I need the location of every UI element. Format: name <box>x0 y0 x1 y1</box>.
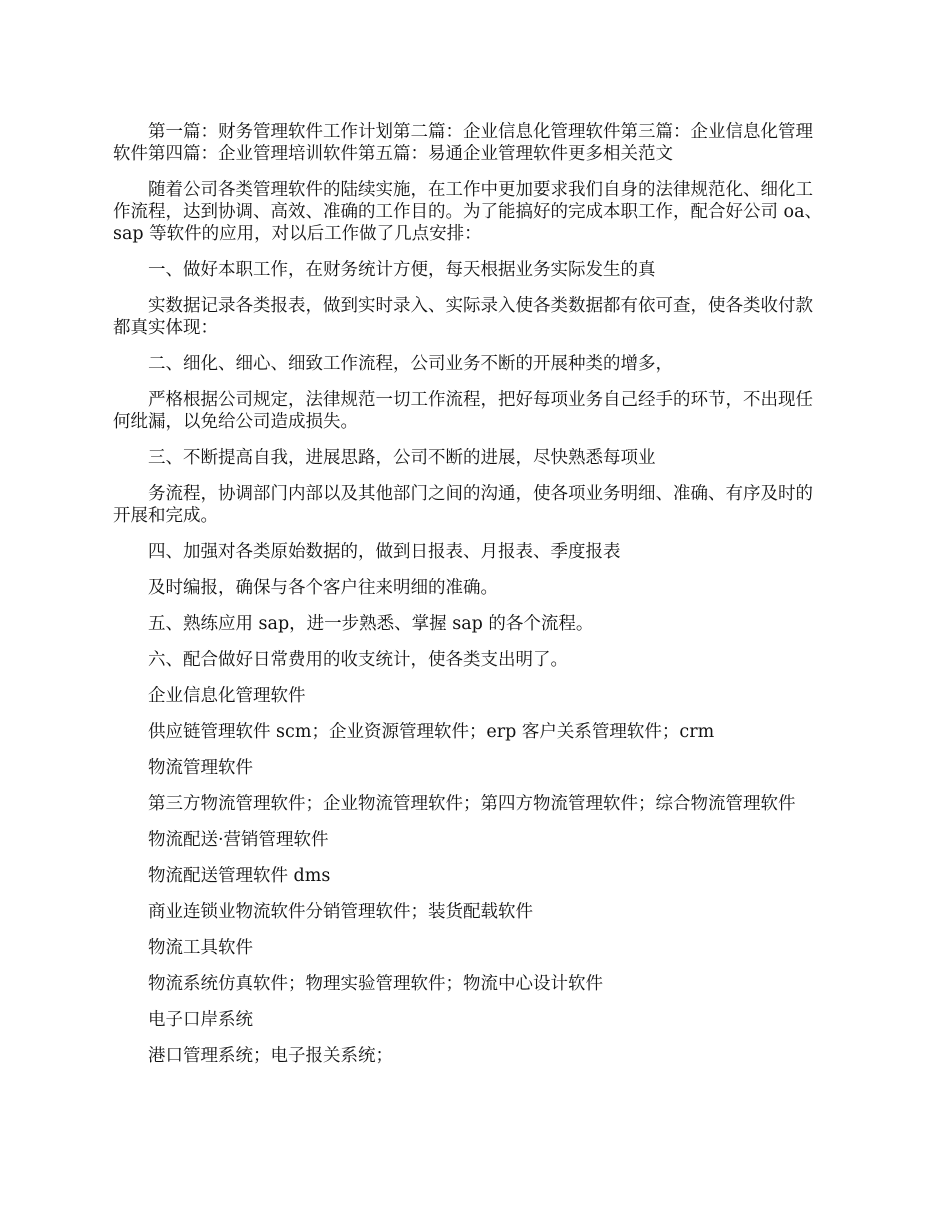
paragraph-item-1: 一、做好本职工作，在财务统计方便，每天根据业务实际发生的真 <box>148 260 656 280</box>
document-body <box>113 121 827 1081</box>
paragraph-item-1-cont: 实数据记录各类报表，做到实时录入、实际录入使各类数据都有依可查，使各类收付款都真实体现： <box>113 296 813 338</box>
paragraph-item-4: 四、加强对各类原始数据的，做到日报表、月报表、季度报表 <box>148 542 621 562</box>
paragraph-logistics-software: 第三方物流管理软件；企业物流管理软件；第四方物流管理软件；综合物流管理软件 <box>148 794 796 814</box>
paragraph-enterprise-software: 供应链管理软件 scm；企业资源管理软件；erp 客户关系管理软件；crm <box>148 722 715 742</box>
heading-distribution-marketing: 物流配送·营销管理软件 <box>148 830 329 850</box>
heading-enterprise-software: 企业信息化管理软件 <box>148 686 306 706</box>
paragraph-item-3: 三、不断提高自我，进展思路，公司不断的进展，尽快熟悉每项业 <box>148 448 656 468</box>
heading-electronic-port: 电子口岸系统 <box>148 1010 253 1030</box>
paragraph-item-4-cont: 及时编报，确保与各个客户往来明细的准确。 <box>148 578 498 598</box>
paragraph-item-6: 六、配合做好日常费用的收支统计，使各类支出明了。 <box>148 650 568 670</box>
heading-logistics-tools: 物流工具软件 <box>148 938 253 958</box>
paragraph-logistics-tools: 物流系统仿真软件；物理实验管理软件；物流中心设计软件 <box>148 974 603 994</box>
paragraph-item-3-cont: 务流程，协调部门内部以及其他部门之间的沟通，使各项业务明细、准确、有序及时的开展和完成。 <box>113 484 813 526</box>
paragraph-overview: 随着公司各类管理软件的陆续实施，在工作中更加要求我们自身的法律规范化、细化工作流程，达到协调、高效、准确的工作目的。为了能搞好的完成本职工作，配合好公司 oa、sap 等软件的应用，对以后工作做了几点安排： <box>113 180 823 244</box>
paragraph-intro-list: 第一篇：财务管理软件工作计划第二篇：企业信息化管理软件第三篇：企业信息化管理软件第四篇：企业管理培训软件第五篇：易通企业管理软件更多相关范文 <box>113 122 813 164</box>
paragraph-distribution-dms: 物流配送管理软件 dms <box>148 866 331 886</box>
paragraph-item-5: 五、熟练应用 sap，进一步熟悉、掌握 sap 的各个流程。 <box>148 614 594 634</box>
paragraph-electronic-port: 港口管理系统；电子报关系统； <box>148 1046 393 1066</box>
heading-logistics-software: 物流管理软件 <box>148 758 253 778</box>
paragraph-item-2-cont: 严格根据公司规定，法律规范一切工作流程，把好每项业务自己经手的环节，不出现任何纰漏，以免给公司造成损失。 <box>113 390 813 432</box>
paragraph-retail-logistics: 商业连锁业物流软件分销管理软件；装货配载软件 <box>148 902 533 922</box>
paragraph-item-2: 二、细化、细心、细致工作流程，公司业务不断的开展种类的增多， <box>148 354 673 374</box>
